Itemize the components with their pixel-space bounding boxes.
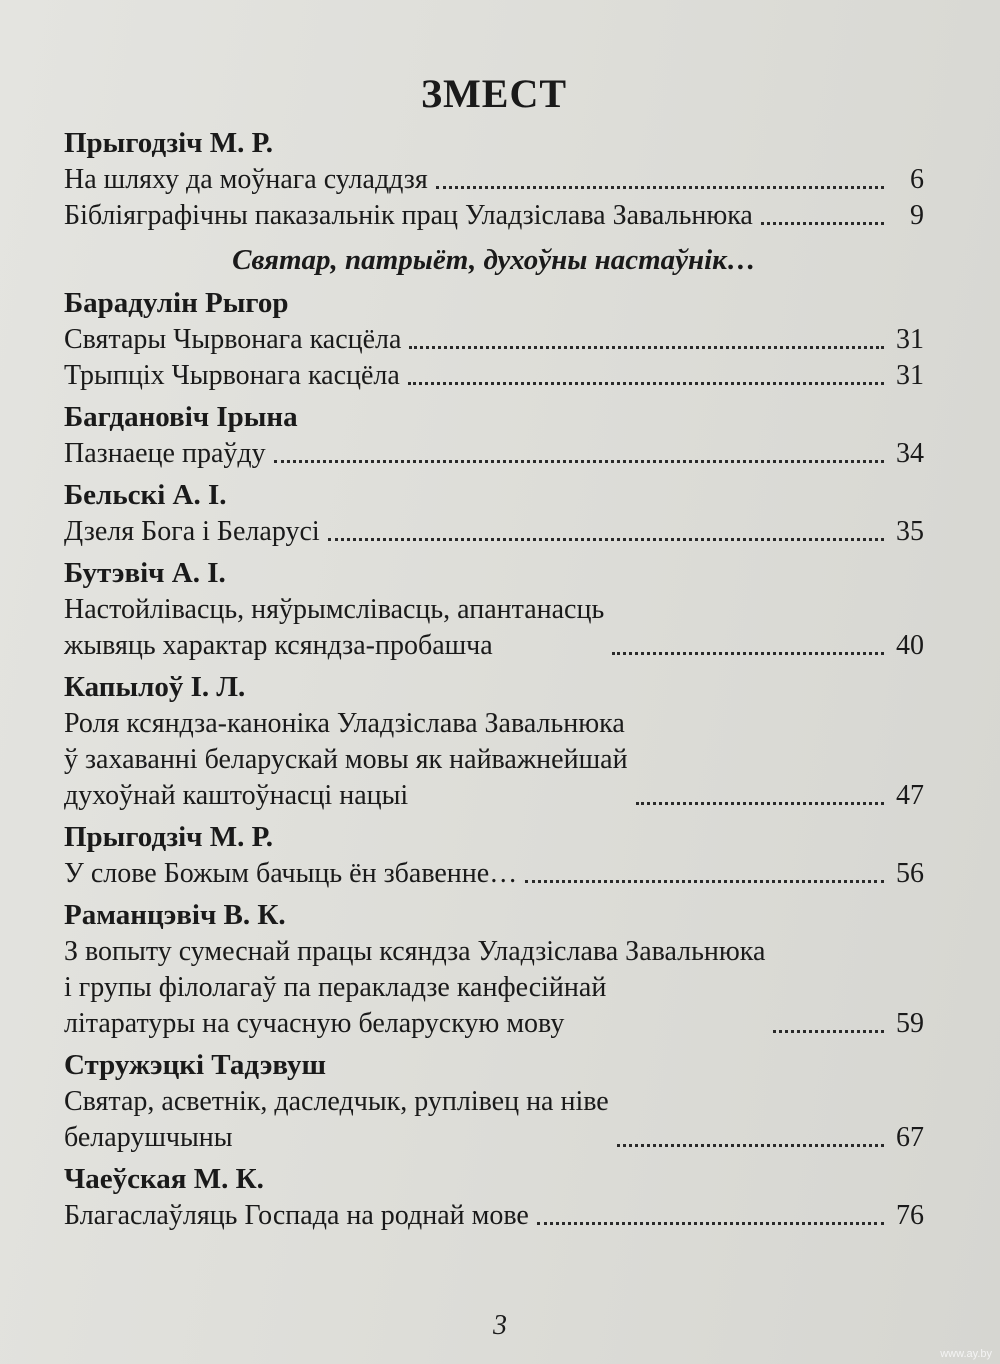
dot-leader — [612, 652, 884, 655]
dot-leader — [328, 538, 884, 541]
toc-entry[interactable] — [64, 514, 924, 550]
dot-leader — [537, 1222, 884, 1225]
entry-page-number: 6 — [910, 164, 924, 195]
entry-title: Благаслаўляць Госпада на роднай мове — [64, 1200, 529, 1231]
toc-group — [64, 476, 924, 550]
toc-group — [64, 284, 924, 394]
author-name: Чаеўская М. К. — [64, 1163, 264, 1195]
entry-page-number: 31 — [896, 324, 924, 355]
dot-leader — [636, 802, 884, 805]
toc-group — [64, 668, 924, 814]
table-of-contents — [64, 70, 924, 1234]
entry-page-number: 35 — [896, 516, 924, 547]
page-number: 3 — [493, 1310, 507, 1341]
toc-group — [64, 1046, 924, 1156]
dot-leader — [617, 1144, 884, 1147]
toc-entry[interactable] — [64, 856, 924, 892]
toc-entry[interactable] — [64, 592, 924, 664]
entry-title: Пазнаеце праўду — [64, 438, 266, 469]
dot-leader — [274, 460, 884, 463]
dot-leader — [761, 222, 884, 225]
entry-title-line: жывяць характар ксяндза-пробашча — [64, 630, 493, 661]
entry-title: Трыпціх Чырвонага касцёла — [64, 360, 400, 391]
toc-entry[interactable] — [64, 198, 924, 234]
author-name: Прыгодзіч М. Р. — [64, 127, 273, 159]
section-heading: Святар, патрыёт, духоўны настаўнік… — [232, 244, 756, 276]
author-name: Барадулін Рыгор — [64, 287, 289, 319]
author-name: Бельскі А. І. — [64, 479, 227, 511]
entry-page-number: 31 — [896, 360, 924, 391]
entry-title-line: Настойлівасць, няўрымслівасць, апантанасць — [64, 594, 605, 625]
entry-title-line: духоўнай каштоўнасці нацыі — [64, 780, 409, 811]
entry-title-line: Роля ксяндза-каноніка Уладзіслава Завальнюка — [64, 708, 625, 739]
entry-title: Дзеля Бога і Беларусі — [64, 516, 320, 547]
entry-page-number: 67 — [896, 1122, 924, 1153]
dot-leader — [773, 1030, 884, 1033]
entry-title-line: Святар, асветнік, даследчык, руплівец на ніве — [64, 1086, 609, 1117]
entry-title-line: беларушчыны — [64, 1122, 233, 1153]
entry-page-number: 47 — [896, 780, 924, 811]
entry-title — [64, 1084, 609, 1156]
entry-page-number: 76 — [896, 1200, 924, 1231]
author-name: Стружэцкі Тадэвуш — [64, 1049, 327, 1081]
entry-title — [64, 592, 604, 664]
entry-page-number: 40 — [896, 630, 924, 661]
author-name: Раманцэвіч В. К. — [64, 899, 286, 931]
entry-title-line: і групы філолагаў па перакладзе канфесійнай — [64, 972, 607, 1003]
toc-entry[interactable] — [64, 934, 924, 1042]
dot-leader — [409, 346, 884, 349]
entry-title: На шляху да моўнага суладдзя — [64, 164, 428, 195]
author-name: Капылоў І. Л. — [64, 671, 246, 703]
toc-group — [64, 124, 924, 234]
entry-title-line: З вопыту сумеснай працы ксяндза Уладзіслава Завальнюка — [64, 936, 766, 967]
toc-entry[interactable] — [64, 1198, 924, 1234]
toc-group — [64, 398, 924, 472]
entry-page-number: 59 — [896, 1008, 924, 1039]
entry-title — [64, 706, 628, 814]
entry-title: Бібліяграфічны паказальнік прац Уладзіслава Завальнюка — [64, 200, 753, 231]
dot-leader — [436, 186, 884, 189]
toc-group — [64, 896, 924, 1042]
intro-group — [64, 124, 924, 234]
entry-page-number: 56 — [896, 858, 924, 889]
dot-leader — [525, 880, 884, 883]
toc-entry[interactable] — [64, 436, 924, 472]
toc-entry[interactable] — [64, 162, 924, 198]
toc-entry[interactable] — [64, 1084, 924, 1156]
toc-group — [64, 554, 924, 664]
toc-group — [64, 818, 924, 892]
entry-title-line: літаратуры на сучасную беларускую мову — [64, 1008, 565, 1039]
entry-title-line: ў захаванні беларускай мовы як найважнейшай — [64, 744, 628, 775]
page-title: ЗМЕСТ — [420, 71, 568, 116]
toc-entry[interactable] — [64, 706, 924, 814]
author-name: Прыгодзіч М. Р. — [64, 821, 273, 853]
entry-title: У слове Божым бачыць ён збавенне… — [64, 858, 518, 889]
toc-groups — [64, 284, 924, 1234]
entry-title — [64, 934, 765, 1042]
author-name: Бутэвіч А. І. — [64, 557, 226, 589]
toc-entry[interactable] — [64, 322, 924, 358]
toc-entry[interactable] — [64, 358, 924, 394]
author-name: Багдановіч Ірына — [64, 401, 298, 433]
entry-page-number: 9 — [910, 200, 924, 231]
watermark: www.ay.by — [940, 1348, 992, 1360]
toc-group — [64, 1160, 924, 1234]
dot-leader — [408, 382, 884, 385]
entry-title: Святары Чырвонага касцёла — [64, 324, 402, 355]
entry-page-number: 34 — [896, 438, 924, 469]
